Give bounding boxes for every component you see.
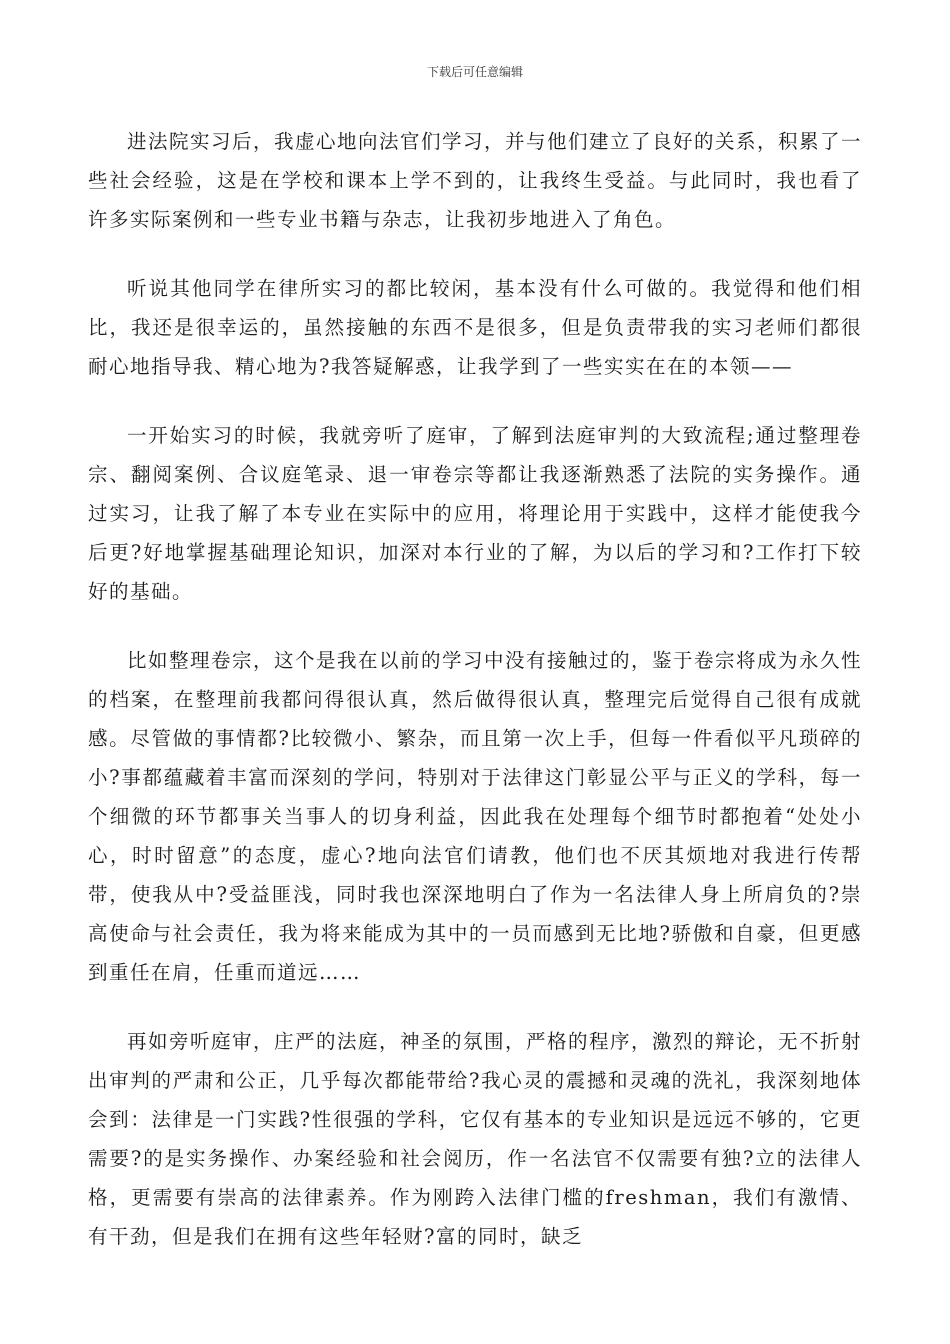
paragraph-2: 听说其他同学在律所实习的都比较闲，基本没有什么可做的。我觉得和他们相比，我还是很幸运的，虽然接触的东西不是很多，但是负责带我的实习老师们都很耐心地指导我、精心地为?我答疑解惑，让我学到了一些实实在在的本领—— [88, 277, 862, 378]
paragraph-5: 再如旁听庭审，庄严的法庭，神圣的氛围，严格的程序，激烈的辩论，无不折射出审判的严肃和公正，几乎每次都能带给?我心灵的震撼和灵魂的洗礼，我深刻地体会到：法律是一门实践?性很强的学科，它仅有基本的专业知识是远远不够的，它更需要?的是实务操作、办案经验和社会阅历，作一名法官不仅需要有独?立的法律人格，更需要有崇高的法律素养。作为刚跨入法律门槛的freshman，我们有激情、有干劲，但是我们在拥有这些年轻财?富的同时，缺乏 [88, 1030, 863, 1248]
paragraph-3: 一开始实习的时候，我就旁听了庭审，了解到法庭审判的大致流程;通过整理卷宗、翻阅案例、合议庭笔录、退一审卷宗等都让我逐渐熟悉了法院的实务操作。通过实习，让我了解了本专业在实际中的应用，将理论用于实践中，这样才能使我今后更?好地掌握基础理论知识，加深对本行业的了解，为以后的学习和?工作打下较好的基础。 [88, 424, 862, 603]
page-header: 下载后可任意编辑 [426, 65, 523, 79]
document-body [88, 122, 862, 1286]
paragraph-4: 比如整理卷宗，这个是我在以前的学习中没有接触过的，鉴于卷宗将成为永久性的档案，在整理前我都问得很认真，然后做得很认真，整理完后觉得自己很有成就感。尽管做的事情都?比较微小、繁杂，而且第一次上手，但每一件看似平凡琐碎的小?事都蕴藏着丰富而深刻的学问，特别对于法律这门彰显公平与正义的学科，每一个细微的环节都事关当事人的切身利益，因此我在处理每个细节时都抱着“处处小心，时时留意”的态度，虚心?地向法官们请教，他们也不厌其烦地对我进行传帮带，使我从中?受益匪浅，同时我也深深地明白了作为一名法律人身上所肩负的?崇高使命与社会责任，我为将来能成为其中的一员而感到无比地?骄傲和自豪，但更感到重任在肩，任重而道远…… [88, 649, 863, 984]
paragraph-1: 进法院实习后，我虚心地向法官们学习，并与他们建立了良好的关系，积累了一些社会经验，这是在学校和课本上学不到的，让我终生受益。与此同时，我也看了许多实际案例和一些专业书籍与杂志，让我初步地进入了角色。 [88, 130, 863, 231]
